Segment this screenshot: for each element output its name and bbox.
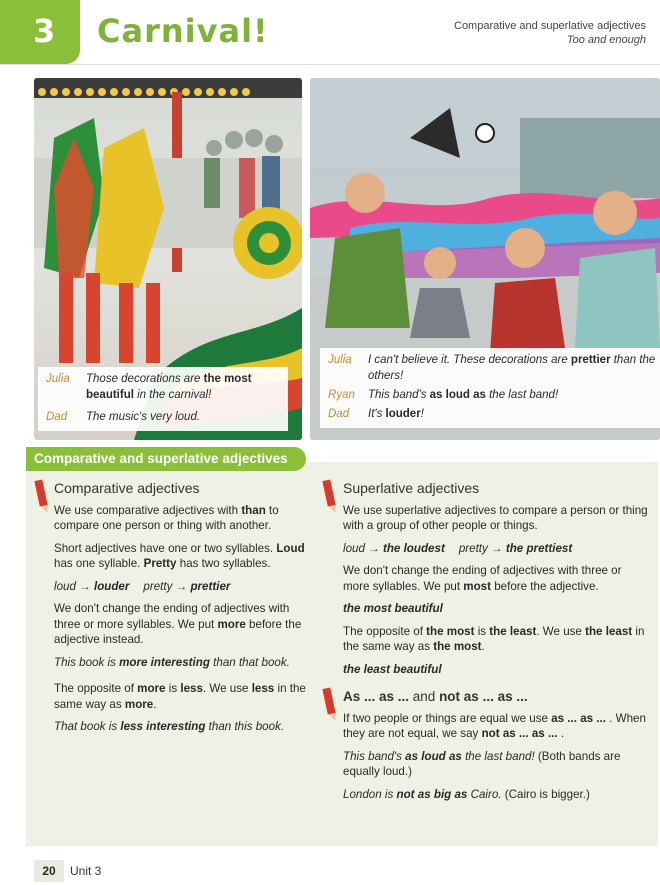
superlative-rule-long: We don't change the ending of adjectives with three or more syllables. We put most before the adjective. bbox=[343, 564, 622, 593]
dialogue-text: It's louder! bbox=[368, 408, 424, 420]
dialogue-line bbox=[46, 409, 282, 425]
as-as-example-equal: This band's as loud as the last band! (Both bands are equally loud.) bbox=[343, 749, 621, 778]
pencil-icon bbox=[320, 686, 338, 726]
pencil-icon bbox=[320, 478, 338, 518]
comparative-rule-than: We use comparative adjectives with than to compare one person or thing with another. bbox=[54, 503, 279, 532]
speaker-name: Julia bbox=[328, 354, 352, 366]
comparative-example-short: loud → louder pretty → prettier bbox=[54, 579, 231, 593]
carnival-spectators-illustration bbox=[310, 78, 660, 440]
superlative-rule-least: The opposite of the most is the least. We use the least in the same way as the most. bbox=[343, 624, 645, 653]
superlative-example-least: the least beautiful bbox=[343, 662, 442, 676]
as-as-heading: As ... as ... and not as ... as ... bbox=[343, 689, 528, 704]
comparative-heading: Comparative adjectives bbox=[54, 480, 200, 496]
superlative-section bbox=[343, 481, 648, 809]
comparative-rule-short: Short adjectives have one or two syllables. Loud has one syllable. Pretty has two syllables. bbox=[54, 541, 305, 570]
speech-box-right bbox=[320, 348, 660, 428]
speaker-name: Dad bbox=[46, 411, 68, 423]
pencil-icon bbox=[32, 478, 50, 518]
speaker-name: Julia bbox=[46, 373, 70, 385]
as-as-rule: If two people or things are equal we use as ... as ... . When they are not equal, we say not as ... as ... . bbox=[343, 711, 646, 740]
topic-line-1: Comparative and superlative adjectives bbox=[454, 20, 646, 32]
superlative-example-short: loud → the loudest pretty → the prettiest bbox=[343, 541, 573, 555]
dialogue-text: This band's as loud as the last band! bbox=[368, 389, 559, 401]
speaker-name: Dad bbox=[328, 408, 350, 420]
superlative-rule: We use superlative adjectives to compare a person or thing with a group of other people or things. bbox=[343, 503, 648, 532]
dialogue-line bbox=[328, 387, 658, 403]
dialogue-line bbox=[328, 406, 658, 422]
speaker-name: Ryan bbox=[328, 389, 355, 401]
unit-number: 3 bbox=[33, 12, 56, 50]
page-title: Carnival! bbox=[97, 12, 269, 50]
comparative-example-long: This book is more interesting than that book. bbox=[54, 655, 290, 669]
comparative-example-less: That book is less interesting than this book. bbox=[54, 720, 285, 733]
topic-line-2: Too and enough bbox=[566, 34, 646, 46]
superlative-heading: Superlative adjectives bbox=[343, 480, 480, 496]
dialogue-text: The music's very loud. bbox=[86, 411, 201, 423]
dialogue-line bbox=[46, 371, 282, 403]
superlative-example-long: the most beautiful bbox=[343, 602, 443, 615]
page-number: 20 bbox=[34, 860, 64, 882]
header-divider bbox=[0, 64, 660, 65]
dialogue-text: Those decorations are the most beautiful in the carnival! bbox=[86, 373, 252, 401]
comparative-rule-less: The opposite of more is less. We use less in the same way as more. bbox=[54, 682, 306, 711]
unit-label: Unit 3 bbox=[70, 864, 102, 878]
carnival-parade-illustration bbox=[34, 78, 302, 440]
grammar-banner: Comparative and superlative adjectives bbox=[26, 447, 306, 471]
dialogue-text: I can't believe it. These decorations are prettier than the others! bbox=[368, 354, 656, 382]
comparative-section bbox=[54, 481, 309, 742]
dialogue-line bbox=[328, 352, 658, 384]
as-as-example-not-equal: London is not as big as Cairo. (Cairo is bigger.) bbox=[343, 787, 590, 801]
comparative-rule-long: We don't change the ending of adjectives with three or more syllables. We put more before the adjective instead. bbox=[54, 602, 302, 646]
speech-box-left bbox=[38, 367, 288, 431]
